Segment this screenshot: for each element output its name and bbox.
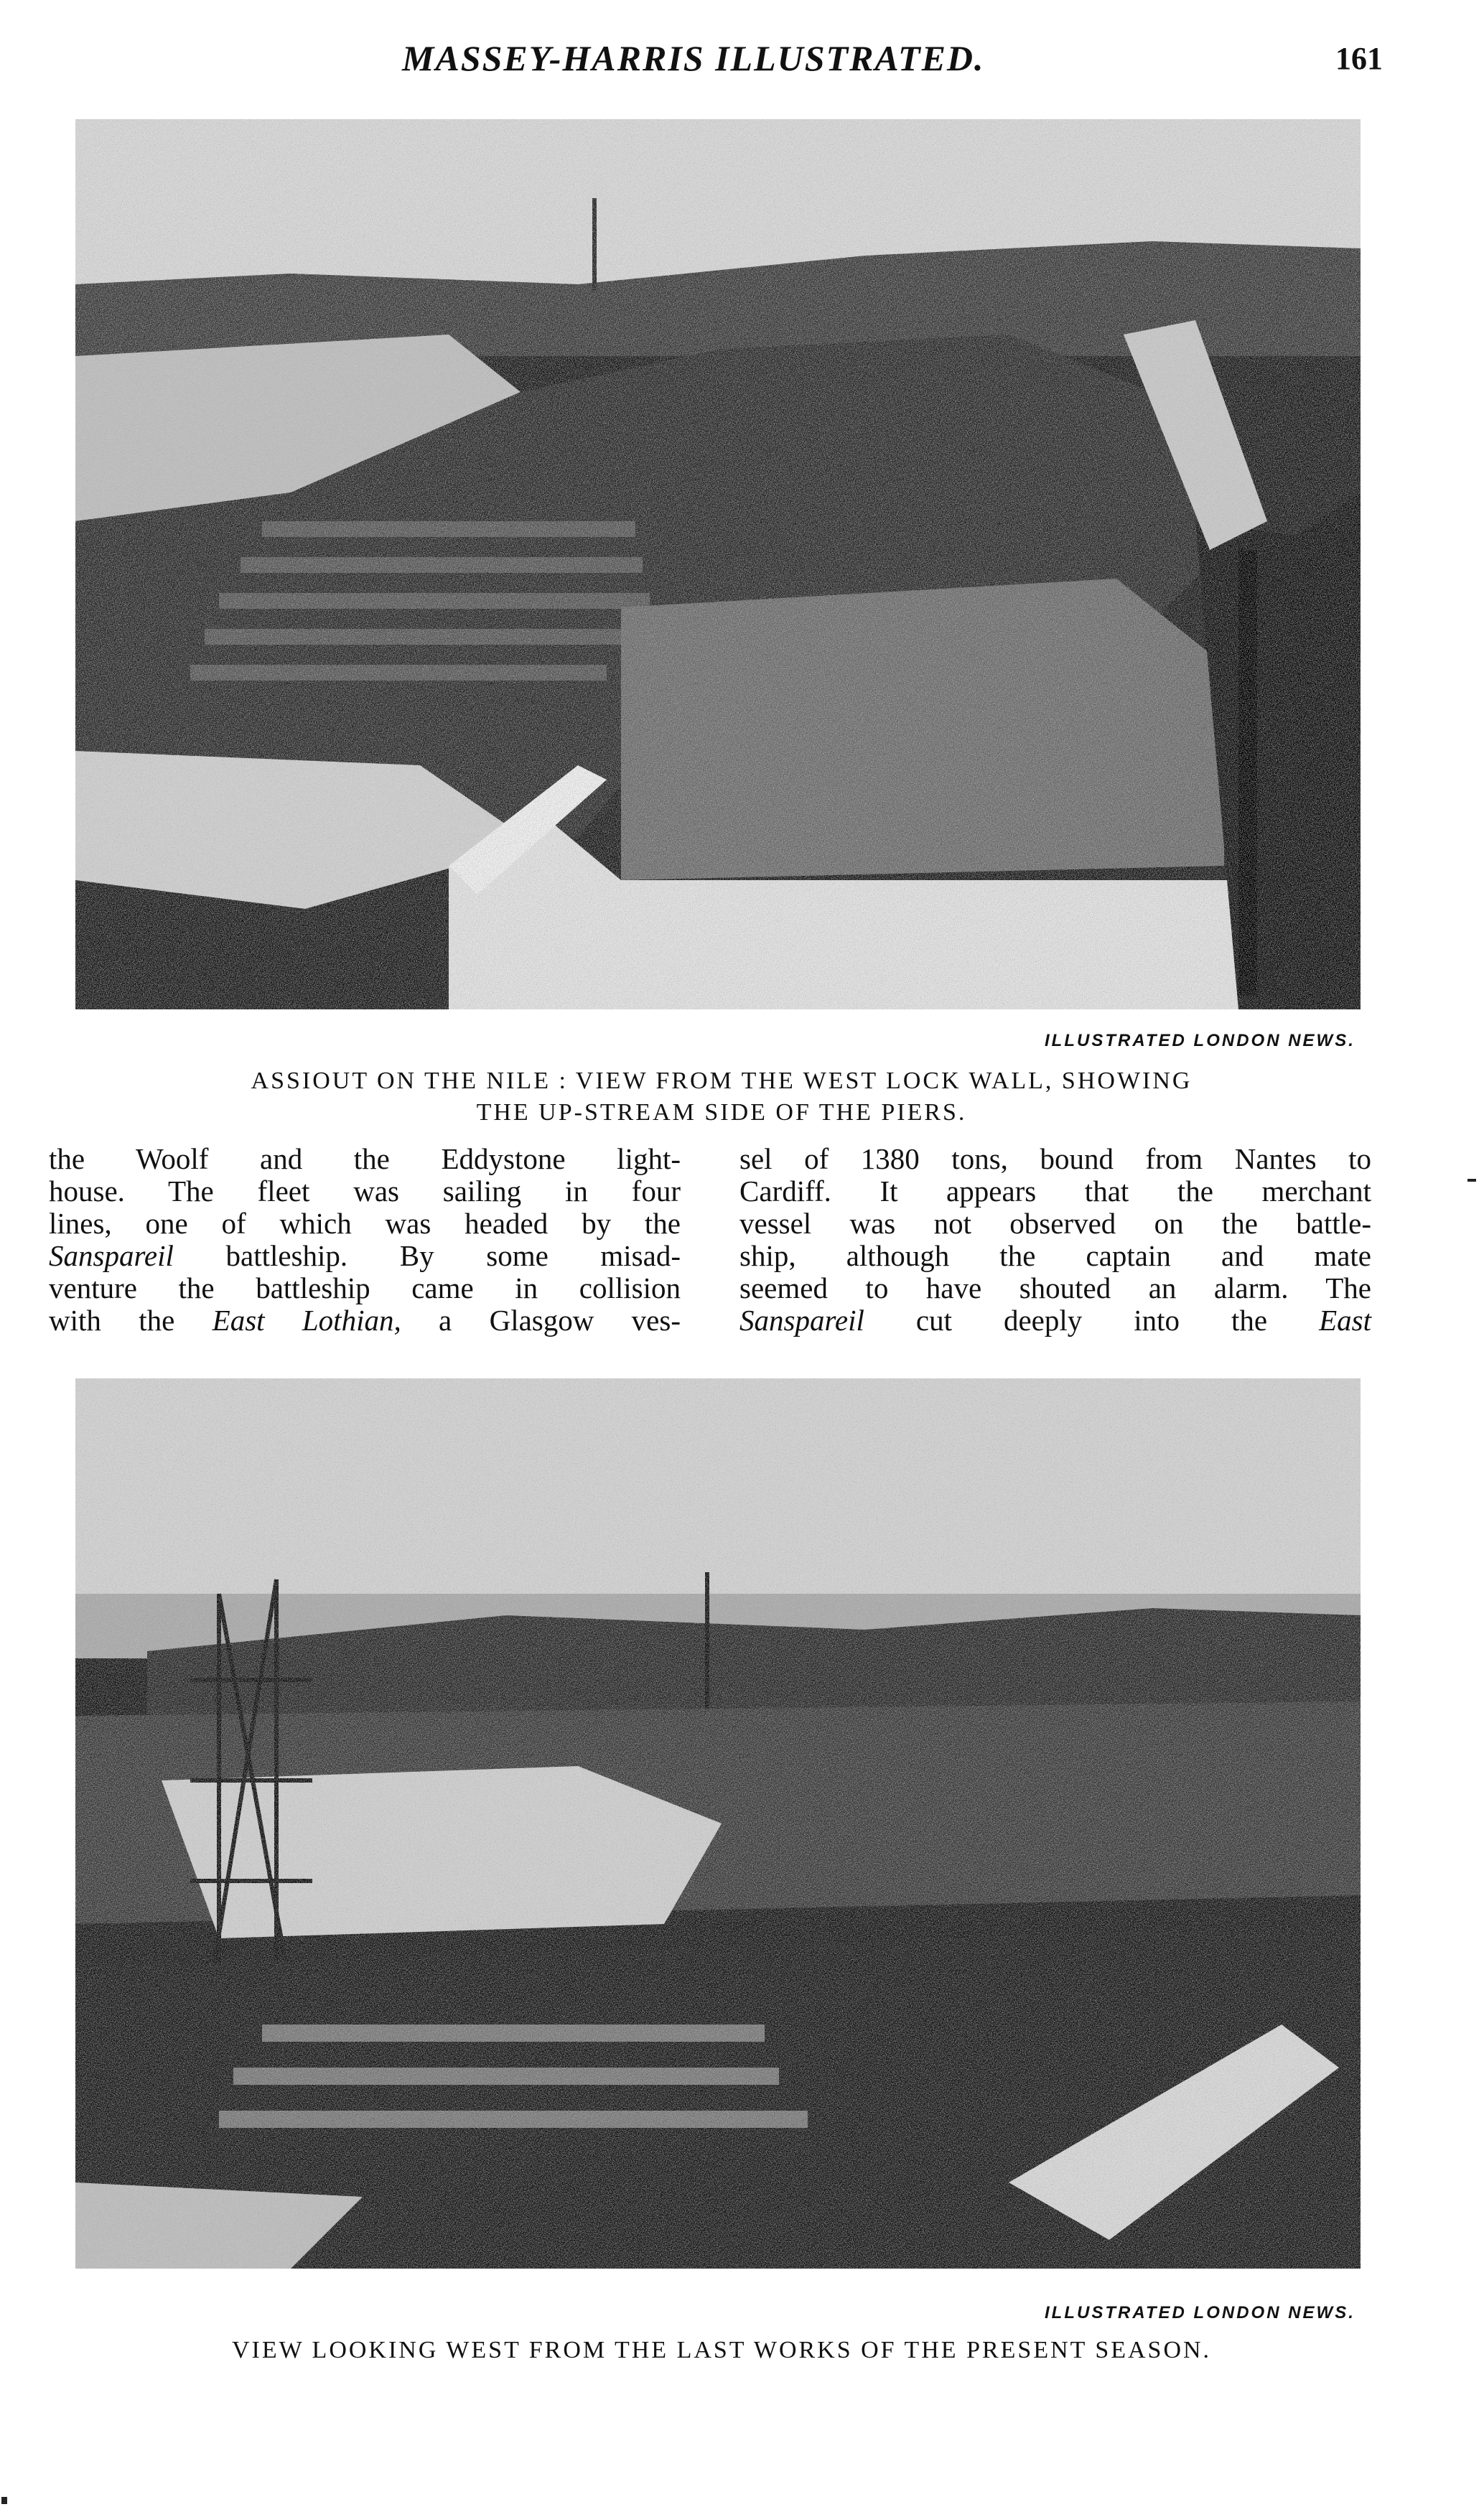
photo-view-looking-west: [75, 1378, 1361, 2269]
photo-credit-top: ILLUSTRATED LONDON NEWS.: [1045, 1031, 1355, 1050]
text-line: lines, one of which was headed by the: [49, 1207, 681, 1240]
photo-assiout-nile: [75, 119, 1361, 1009]
text-line: Sanspareil cut deeply into the East: [739, 1304, 1371, 1337]
text-line: sel of 1380 tons, bound from Nantes to: [739, 1142, 1371, 1175]
text-line: seemed to have shouted an alarm. The: [739, 1271, 1371, 1304]
caption-bottom: VIEW LOOKING WEST FROM THE LAST WORKS OF THE PRESENT SEASON.: [231, 2337, 1212, 2363]
margin-print-mark: [1467, 1179, 1476, 1182]
text-line: ship, although the captain and mate: [739, 1239, 1371, 1272]
text-line: house. The fleet was sailing in four: [49, 1175, 681, 1208]
text-line: venture the battleship came in collision: [49, 1271, 681, 1304]
photo-credit-bottom: ILLUSTRATED LONDON NEWS.: [1045, 2303, 1355, 2322]
caption-top-line-2: THE UP-STREAM SIDE OF THE PIERS.: [476, 1099, 967, 1126]
margin-print-mark: [1, 2497, 7, 2504]
caption-top-line-1: ASSIOUT ON THE NILE : VIEW FROM THE WEST LOCK WALL, SHOWING: [251, 1068, 1193, 1094]
article-column-right: [739, 1143, 1371, 1337]
caption-top: [79, 1065, 1364, 1129]
running-header-title: MASSEY-HARRIS ILLUSTRATED.: [402, 38, 985, 78]
text-line: with the East Lothian, a Glasgow ves-: [49, 1304, 681, 1337]
article-column-left: [49, 1143, 681, 1337]
text-line: Cardiff. It appears that the merchant: [739, 1175, 1371, 1208]
text-line: vessel was not observed on the battle-: [739, 1207, 1371, 1240]
text-line: the Woolf and the Eddystone light-: [49, 1142, 681, 1175]
text-line: Sanspareil battleship. By some misad-: [49, 1239, 681, 1272]
page-number: 161: [1335, 41, 1383, 76]
